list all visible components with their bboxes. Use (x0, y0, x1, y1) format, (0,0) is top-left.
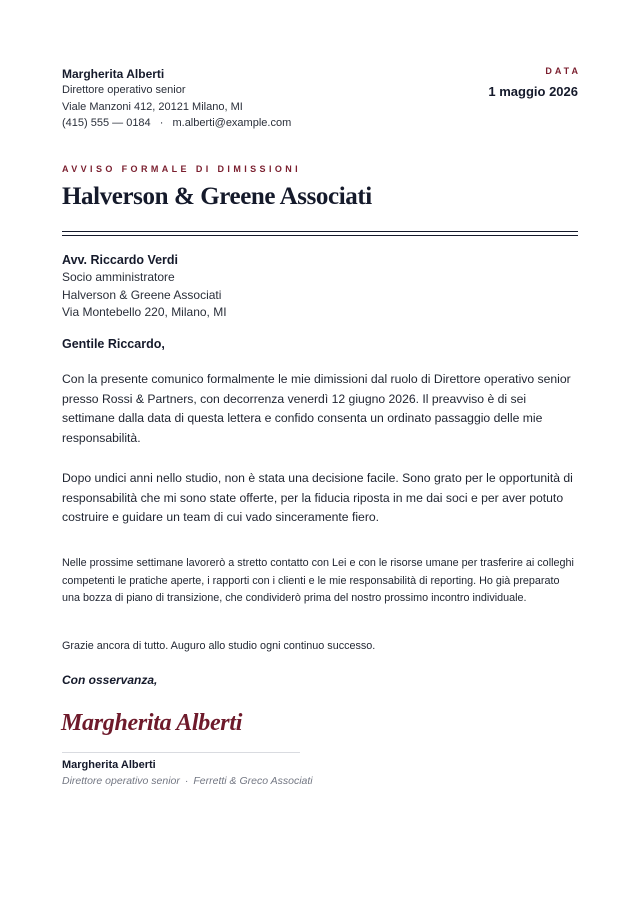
recipient-company: Halverson & Greene Associati (62, 287, 222, 302)
body-paragraph: Grazie ancora di tutto. Auguro allo studio ogni continuo successo. (62, 640, 376, 652)
contact-separator: · (159, 117, 164, 129)
body-paragraph: Nelle prossime settimane lavorerò a stretto contatto con Lei e con le risorse umane per trasferire ai colleghi competenti le pratiche aperte, i rapporti con i clienti e le mie responsabilità di reporting. Ho già preparato una bozza di piano di transizione, che condividerò prima del nostro prossimo incontro individuale. (62, 557, 574, 604)
letter-eyebrow: AVVISO FORMALE DI DIMISSIONI (62, 164, 302, 174)
signer-separator: · (184, 775, 189, 787)
signer-company: Ferretti & Greco Associati (193, 775, 313, 787)
signer-role: Direttore operativo senior (62, 775, 180, 787)
sender-block (62, 66, 291, 132)
letter-title: Halverson & Greene Associati (62, 183, 372, 210)
sender-contact (62, 115, 291, 132)
signer-name: Margherita Alberti (62, 759, 156, 771)
body-paragraph: Con la presente comunico formalmente le mie dimissioni dal ruolo di Direttore operativo senior presso Rossi & Partners, con decorrenza venerdì 12 giugno 2026. Il preavviso è di sei settimane dalla data di questa lettera e confido consenta un ordinato passaggio delle mie responsabilità. (62, 372, 571, 445)
sender-address: Viale Manzoni 412, 20121 Milano, MI (62, 100, 243, 113)
greeting: Gentile Riccardo, (62, 337, 165, 351)
signer-meta (62, 775, 313, 787)
body-paragraph: Dopo undici anni nello studio, non è stata una decisione facile. Sono grato per le opportunità di responsabilità che mi sono state offerte, per la fiducia riposta in me dai soci e per aver potuto costruire e guidare un team di cui vado sinceramente fiero. (62, 471, 573, 524)
sender-role: Direttore operativo senior (62, 84, 186, 96)
sender-name: Margherita Alberti (62, 67, 165, 81)
title-rule-top (62, 231, 578, 232)
recipient-role: Socio amministratore (62, 270, 175, 284)
date-value: 1 maggio 2026 (488, 84, 578, 99)
signature-script: Margherita Alberti (61, 710, 243, 736)
sender-email: m.alberti@example.com (172, 117, 292, 129)
sender-phone: (415) 555 — 0184 (62, 117, 151, 129)
recipient-name: Avv. Riccardo Verdi (62, 253, 179, 267)
closing: Con osservanza, (62, 673, 158, 687)
date-label: DATA (545, 66, 581, 76)
recipient-address: Via Montebello 220, Milano, MI (62, 305, 227, 319)
signature-rule (62, 752, 300, 753)
recipient-block (62, 252, 227, 322)
date-block (488, 66, 581, 99)
title-rule-bottom (62, 235, 578, 236)
